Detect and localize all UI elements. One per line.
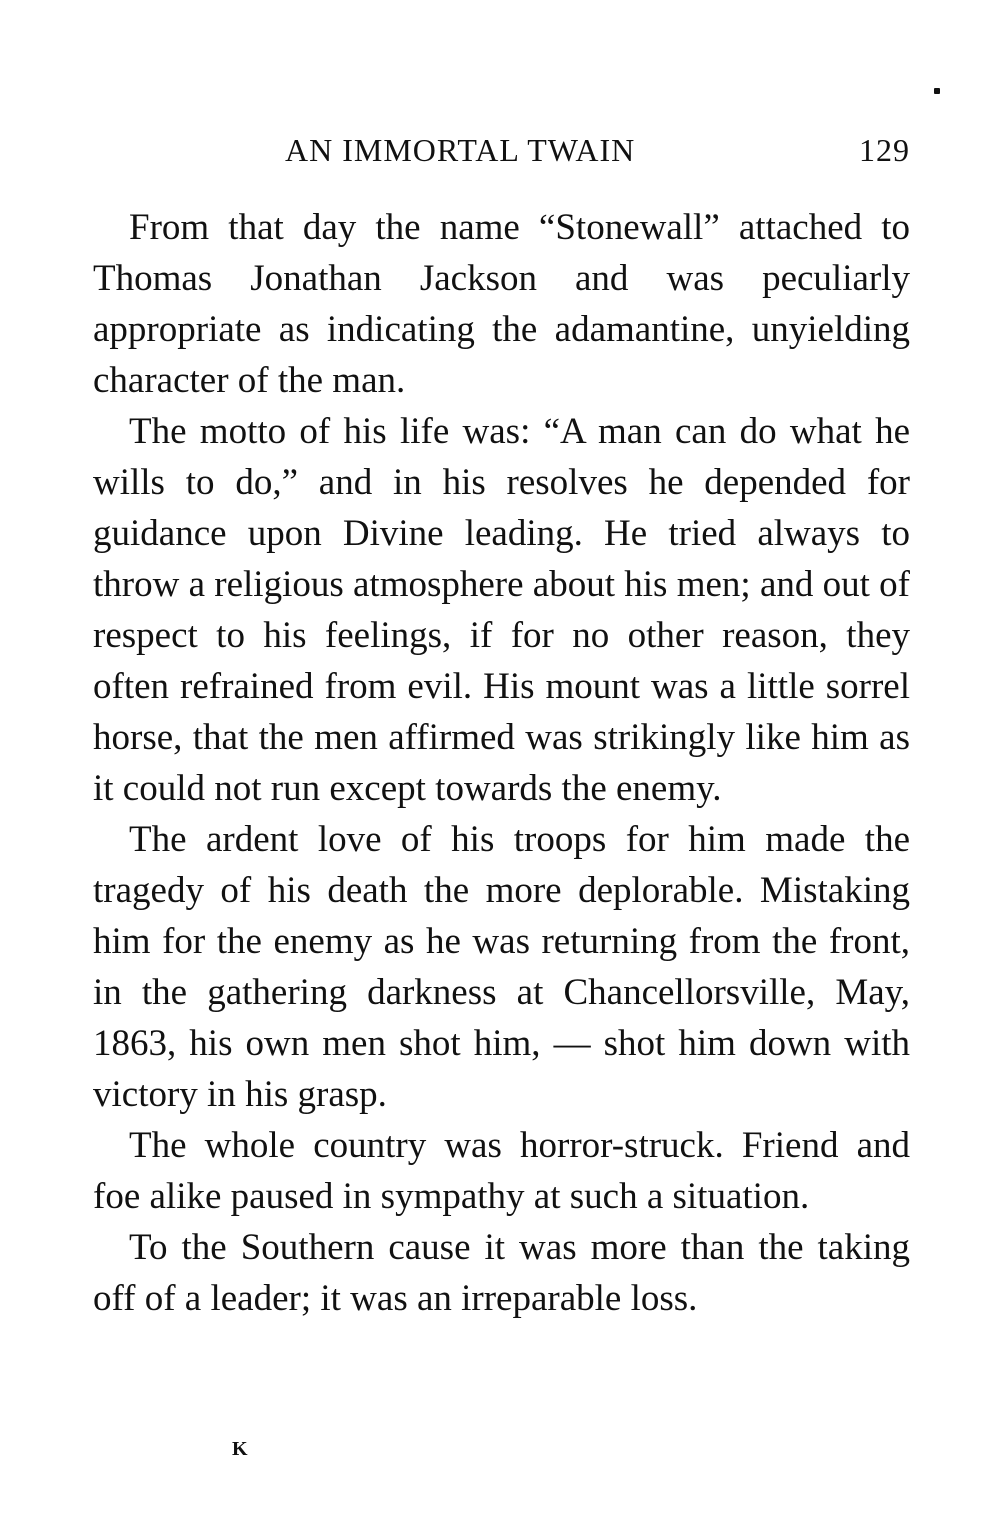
page-header [95, 132, 910, 176]
ink-speck [934, 88, 940, 94]
paragraph: The whole country was horror-struck. Friend and foe alike paused in sympathy at such a situation. [93, 1125, 910, 1217]
running-title: AN IMMORTAL TWAIN [285, 132, 636, 168]
paragraph: The motto of his life was: “A man can do what he wills to do,” and in his resolves he depended for guidance upon Divine leading. He tried always to throw a religious atmosphere about his men; and out of respect to his feelings, if for no other reason, they often refrained from evil. His mount was a little sorrel horse, that the men affirmed was strikingly like him as it could not run except towards the enemy. [93, 411, 910, 809]
signature-mark: K [232, 1438, 249, 1460]
paragraph: From that day the name “Stonewall” attached to Thomas Jonathan Jackson and was peculiarly appropriate as indicating the adamantine, unyielding character of the man. [93, 207, 910, 401]
page-number: 129 [859, 132, 910, 168]
paragraph: To the Southern cause it was more than the taking off of a leader; it was an irreparable loss. [93, 1227, 910, 1319]
body-text [93, 202, 910, 1324]
paragraph: The ardent love of his troops for him made the tragedy of his death the more deplorable. Mistaking him for the enemy as he was returning from the front, in the gathering darkness at Chancellorsville, May, 1863, his own men shot him, — shot him down with victory in his grasp. [93, 819, 910, 1115]
